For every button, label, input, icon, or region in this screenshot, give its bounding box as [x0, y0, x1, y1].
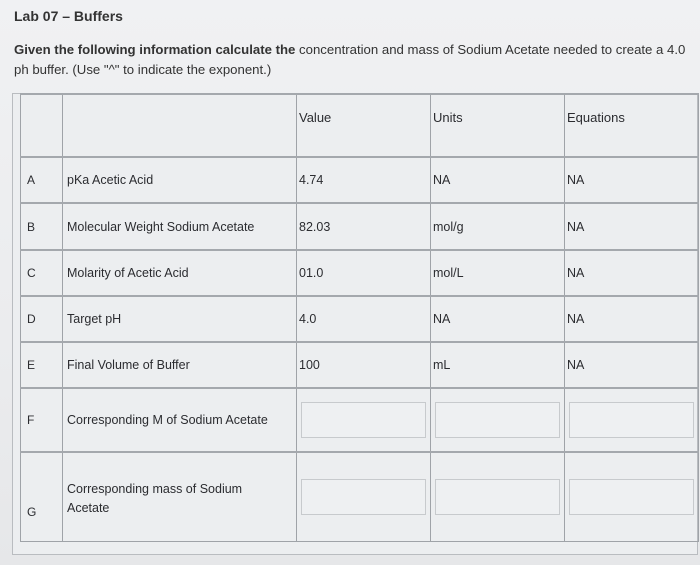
- units-field[interactable]: mol/L: [431, 250, 565, 296]
- equation-input[interactable]: [569, 479, 694, 515]
- units-cell: [431, 452, 565, 542]
- row-letter: C: [21, 250, 63, 296]
- value-cell: [297, 452, 431, 542]
- row-parameter: Target pH: [63, 296, 297, 342]
- units-input[interactable]: [435, 479, 560, 515]
- equation-field[interactable]: NA: [565, 203, 699, 250]
- equation-field[interactable]: NA: [565, 342, 699, 388]
- units-field[interactable]: NA: [431, 157, 565, 203]
- units-input[interactable]: [435, 402, 560, 438]
- value-field[interactable]: 01.0: [297, 250, 431, 296]
- value-cell: [297, 388, 431, 452]
- row-letter: B: [21, 203, 63, 250]
- equation-cell: [565, 452, 699, 542]
- header-equations: Equations: [565, 94, 699, 157]
- units-field[interactable]: mL: [431, 342, 565, 388]
- row-letter: F: [21, 388, 63, 452]
- header-value: Value: [297, 94, 431, 157]
- row-parameter: Molarity of Acetic Acid: [63, 250, 297, 296]
- row-parameter: Corresponding M of Sodium Acetate: [63, 388, 297, 452]
- equation-field[interactable]: NA: [565, 250, 699, 296]
- buffer-table: [20, 93, 699, 542]
- page-title: Lab 07 – Buffers: [14, 8, 123, 24]
- equation-field[interactable]: NA: [565, 296, 699, 342]
- value-field[interactable]: 4.74: [297, 157, 431, 203]
- row-letter: A: [21, 157, 63, 203]
- row-letter: G: [21, 452, 63, 542]
- table-header-row: [21, 94, 699, 157]
- table-row: [21, 342, 699, 388]
- row-parameter-text: Corresponding mass of Sodium Acetate: [67, 482, 243, 515]
- instructions-rest: concentration and mass of Sodium Acetate needed to create a 4.0 ph buffer. (Use "^" to indicate the exponent.): [14, 42, 686, 77]
- row-parameter: pKa Acetic Acid: [63, 157, 297, 203]
- table-row: [21, 157, 699, 203]
- value-input[interactable]: [301, 479, 426, 515]
- table-row: [21, 452, 699, 542]
- table-row: [21, 250, 699, 296]
- instructions: [14, 40, 694, 80]
- table-row: [21, 203, 699, 250]
- row-parameter: Molecular Weight Sodium Acetate: [63, 203, 297, 250]
- units-field[interactable]: mol/g: [431, 203, 565, 250]
- header-parameter: [63, 94, 297, 157]
- equation-input[interactable]: [569, 402, 694, 438]
- row-letter: D: [21, 296, 63, 342]
- value-field[interactable]: 100: [297, 342, 431, 388]
- equation-cell: [565, 388, 699, 452]
- instructions-bold: Given the following information calculate the: [14, 42, 296, 57]
- header-units: Units: [431, 94, 565, 157]
- header-letter: [21, 94, 63, 157]
- value-field[interactable]: 4.0: [297, 296, 431, 342]
- units-field[interactable]: NA: [431, 296, 565, 342]
- table-row: [21, 296, 699, 342]
- table-row: [21, 388, 699, 452]
- equation-field[interactable]: NA: [565, 157, 699, 203]
- row-parameter: [63, 452, 297, 542]
- value-input[interactable]: [301, 402, 426, 438]
- value-field[interactable]: 82.03: [297, 203, 431, 250]
- row-parameter: Final Volume of Buffer: [63, 342, 297, 388]
- units-cell: [431, 388, 565, 452]
- row-letter: E: [21, 342, 63, 388]
